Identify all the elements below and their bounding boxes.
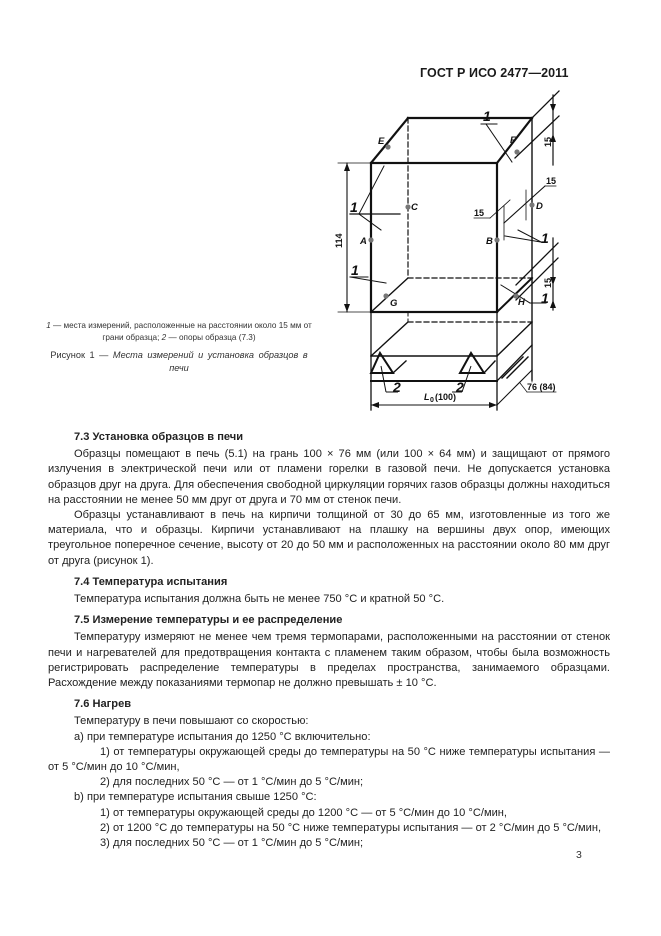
page-number: 3 [576,849,582,861]
callout-1-right-low: 1 [541,290,549,306]
dim-length-l: L [424,392,430,402]
point-label-e: E [378,136,385,147]
dim-depth-76-84: 76 (84) [527,382,556,392]
point-label-b: B [486,236,493,247]
figure-caption-title: Места измерений и установка образцов в печи [112,350,308,373]
figure-caption-prefix: Рисунок 1 — [50,350,113,360]
list-item-b-3: 3) для последних 50 °С — от 1 °С/мин до 5 °С/мин; [100,837,364,850]
document-body [48,430,610,851]
callout-1-left-low: 1 [351,262,359,278]
legend-number-1: 1 [46,321,51,330]
callout-1-left-mid: 1 [350,199,358,215]
point-label-f: F [510,135,516,146]
list-item-a-1: 1) от температуры окружающей среды до температуры на 50 °С ниже температуры испытания — от 5 °С/мин до 10 °С/мин, [48,745,610,774]
callout-2-right: 2 [456,379,464,395]
list-item-b-2: 2) от 1200 °С до температуры на 50 °С ниже температуры испытания — от 2 °С/мин до 5 °С/мин, [100,821,602,834]
list-item-a: а) при температуре испытания до 1250 °С включительно: [74,730,371,743]
legend-text-2: — опоры образца (7.3) [166,333,256,342]
dim-offset-15-bottom: 15 [543,277,553,288]
section-7-6-intro: Температуру в печи повышают со скоростью: [74,715,309,728]
figure-legend [44,320,314,344]
section-7-6-heading: 7.6 Нагрев [74,698,132,711]
dim-length-value: (100) [435,392,457,402]
point-label-a: A [360,236,367,247]
callout-1-right-mid: 1 [541,230,549,246]
dim-length-sub: 0 [430,397,434,404]
dim-offset-15-left: 15 [474,208,485,218]
callout-2-left: 2 [393,379,401,395]
section-7-5-paragraph-1: Температуру измеряют не менее чем тремя термопарами, расположенными на расстоянии от стенок печи и нагревателей для предотвращения контакта с пламенем таким образом, чтобы была возможность регистрировать распределение температуры в пределах пространства, занимаемого образцами. Расхождение между показаниями термопар не должно превышать ± 10 °С. [48,631,610,690]
document-standard-id: ГОСТ Р ИСО 2477—2011 [420,66,569,80]
section-7-5-heading: 7.5 Измерение температуры и ее распределение [74,614,343,627]
list-item-b: b) при температуре испытания свыше 1250 °С: [74,791,317,804]
section-7-3-paragraph-2: Образцы устанавливают в печь на кирпичи толщиной от 30 до 65 мм, изготовленные из того же материала, что и образцы. Кирпичи устанавливают на плашку на вершины двух опор, имеющих треугольное поперечное сечение, высоту от 20 до 50 мм и расположенных на расстоянии около 80 мм друг от друга (рисунок 1). [48,509,610,567]
dim-offset-15-right: 15 [546,176,557,186]
dim-height-114: 114 [334,233,344,248]
figure-caption [44,349,314,375]
figure-1-diagram [320,88,661,418]
point-label-c: C [411,202,418,213]
list-item-a-2: 2) для последних 50 °С — от 1 °С/мин до 5 °С/мин; [100,776,364,789]
section-7-4-paragraph-1: Температура испытания должна быть не менее 750 °С и кратной 50 °С. [74,593,445,606]
section-7-3-heading: 7.3 Установка образцов в печи [74,431,244,443]
legend-number-2: 2 [161,333,167,342]
point-label-d: D [536,201,543,212]
callout-1-top: 1 [483,108,491,124]
section-7-3-paragraph-1: Образцы помещают в печь (5.1) на грань 100 × 76 мм (или 100 × 64 мм) и защищают от прямого излучения в электрической печи или от пламени горелки в газовой печи. Не допускается установка образцов друг на друга. Для обеспечения свободной циркуляции горячих газов образцы должны находиться на расстоянии не менее 50 мм друг от друга и 70 мм от стенок печи. [48,448,610,506]
list-item-b-1: 1) от температуры окружающей среды до 1200 °С — от 5 °С/мин до 10 °С/мин, [100,806,507,819]
dim-offset-15-top: 15 [543,136,553,147]
legend-text-1: — места измерений, расположенные на расстоянии около 15 мм от грани образца; [50,321,312,342]
section-7-4-heading: 7.4 Температура испытания [74,575,228,588]
point-label-h: H [518,297,525,308]
point-label-g: G [390,298,398,309]
